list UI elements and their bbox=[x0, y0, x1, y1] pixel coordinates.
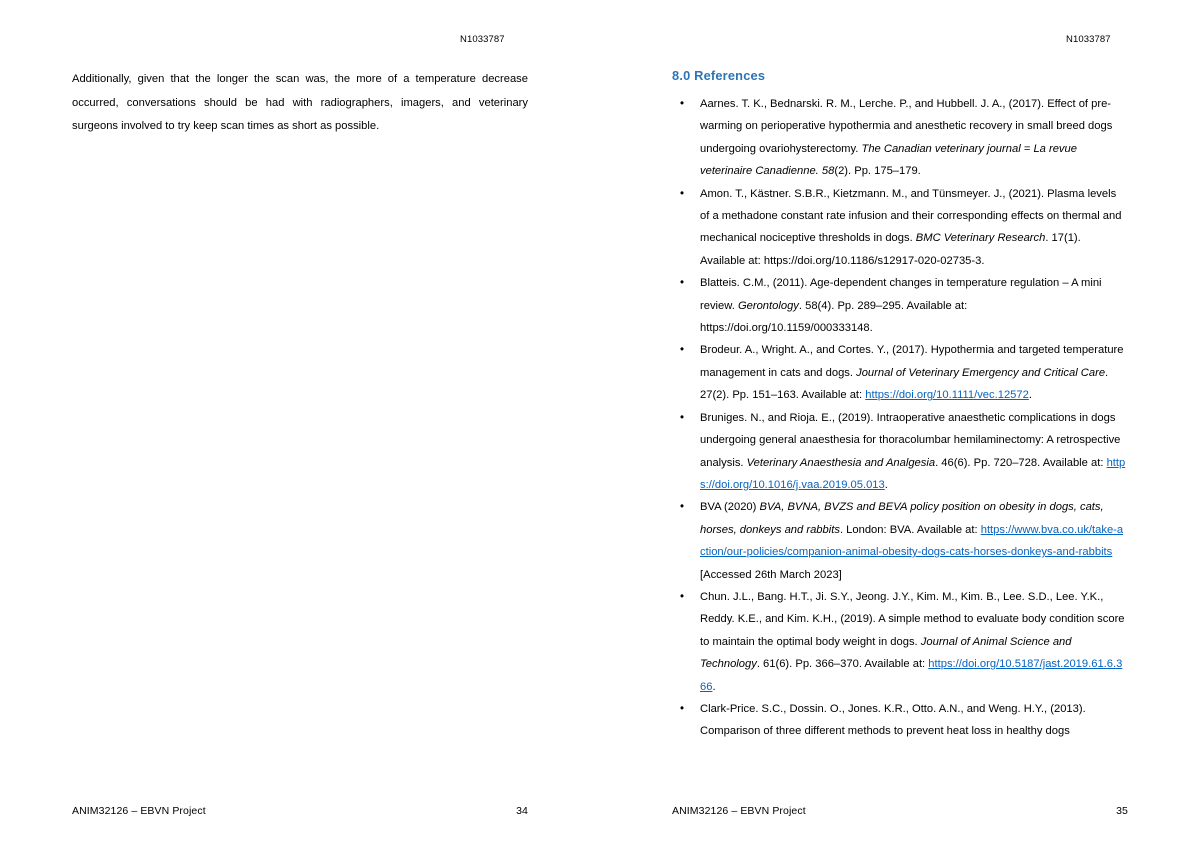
reference-title-italic: The Canadian veterinary journal = La revue veterinaire Canadienne. 58 bbox=[700, 142, 1077, 178]
reference-link[interactable]: https://doi.org/10.1111/vec.12572 bbox=[865, 389, 1029, 402]
footer-page-number: 35 bbox=[1116, 805, 1128, 817]
reference-text: . 46(6). Pp. 720–728. Available at: bbox=[935, 456, 1107, 469]
page-header-student-number: N1033787 bbox=[1066, 34, 1111, 45]
footer-module-title: ANIM32126 – EBVN Project bbox=[672, 805, 806, 817]
reference-text: Clark-Price. S.C., Dossin. O., Jones. K.R., Otto. A.N., and Weng. H.Y., (2013). Comparison of three different methods to prevent heat loss in healthy dogs bbox=[700, 702, 1086, 738]
reference-title-italic: BVA, BVNA, BVZS and BEVA policy position on obesity in dogs, cats, horses, donkeys and rabbits bbox=[700, 501, 1104, 536]
reference-item bbox=[672, 93, 1128, 183]
reference-text: [Accessed 26th March 2023] bbox=[700, 568, 842, 581]
reference-text: Amon. T., Kästner. S.B.R., Kietzmann. M., and Tünsmeyer. J., (2021). Plasma levels of a methadone constant rate infusion and their corresponding effects on thermal and mechanical nociceptive thresholds in dogs. bbox=[700, 187, 1122, 245]
page-header-student-number: N1033787 bbox=[460, 34, 505, 45]
reference-text: Bruniges. N., and Rioja. E., (2019). Intraoperative anaesthetic complications in dogs undergoing general anaesthesia for thoracolumbar hemilaminectomy: A retrospective analysis. bbox=[700, 411, 1121, 469]
reference-item bbox=[672, 272, 1128, 339]
reference-text: BVA (2020) bbox=[700, 501, 760, 514]
reference-text: . 61(6). Pp. 366–370. Available at: bbox=[756, 658, 929, 671]
reference-text: . London: BVA. Available at: bbox=[839, 523, 981, 536]
reference-text: Aarnes. T. K., Bednarski. R. M., Lerche. P., and Hubbell. J. A., (2017). Effect of pre-warming on perioperative hypothermia and anesthetic recovery in small breed dogs undergoing ovariohysterectomy. bbox=[700, 98, 1113, 155]
reference-item bbox=[672, 698, 1128, 743]
footer-module-title: ANIM32126 – EBVN Project bbox=[72, 805, 206, 817]
reference-title-italic: Veterinary Anaesthesia and Analgesia bbox=[746, 456, 936, 469]
reference-title-italic: Gerontology bbox=[737, 299, 799, 312]
reference-text: (2). Pp. 175–179. bbox=[834, 165, 921, 178]
reference-list bbox=[672, 93, 1128, 743]
reference-link[interactable]: https://www.bva.co.uk/take-action/our-policies/companion-animal-obesity-dogs-cats-horses-donkeys-and-rabbits bbox=[700, 523, 1124, 559]
reference-title-italic: Journal of Veterinary Emergency and Critical Care bbox=[856, 366, 1106, 379]
reference-title-italic: Journal of Animal Science and Technology bbox=[700, 635, 1072, 671]
reference-item bbox=[672, 496, 1128, 586]
section-heading-references: 8.0 References bbox=[672, 68, 766, 83]
page-34-body bbox=[72, 68, 528, 139]
reference-title-italic: BMC Veterinary Research bbox=[915, 232, 1046, 245]
reference-text: Blatteis. C.M., (2011). Age-dependent changes in temperature regulation – A mini review. bbox=[700, 277, 1102, 312]
reference-text: . bbox=[884, 478, 888, 491]
reference-link[interactable]: https://doi.org/10.1016/j.vaa.2019.05.013 bbox=[700, 456, 1126, 491]
page-35-footer bbox=[672, 805, 1128, 817]
page-35-body bbox=[672, 68, 1128, 743]
reference-text: . 58(4). Pp. 289–295. Available at: https://doi.org/10.1159/000333148. bbox=[700, 299, 968, 335]
reference-text: . 17(1). Available at: https://doi.org/10.1186/s12917-020-02735-3. bbox=[700, 232, 1081, 267]
reference-text: . bbox=[712, 680, 716, 693]
page-35 bbox=[600, 0, 1200, 849]
reference-link[interactable]: https://doi.org/10.5187/jast.2019.61.6.366 bbox=[700, 658, 1123, 693]
reference-item bbox=[672, 339, 1128, 406]
page-34-footer bbox=[72, 805, 528, 817]
footer-page-number: 34 bbox=[516, 805, 528, 817]
reference-text: . bbox=[1028, 389, 1032, 402]
reference-text: Brodeur. A., Wright. A., and Cortes. Y., (2017). Hypothermia and targeted temperature management in cats and dogs. bbox=[700, 344, 1124, 379]
reference-text: . 27(2). Pp. 151–163. Available at: bbox=[700, 366, 1109, 402]
reference-text: Chun. J.L., Bang. H.T., Ji. S.Y., Jeong. J.Y., Kim. M., Kim. B., Lee. S.D., Lee. Y.K., Reddy. K.E., and Kim. K.H., (2019). A simple method to evaluate body condition score to maintain the optimal body weight in dogs. bbox=[700, 590, 1125, 648]
reference-item bbox=[672, 586, 1128, 698]
reference-item bbox=[672, 407, 1128, 497]
body-paragraph: Additionally, given that the longer the scan was, the more of a temperature decrease occurred, conversations should be had with radiographers, imagers, and veterinary surgeons involved to try keep scan times as short as possible. bbox=[72, 73, 528, 132]
reference-item bbox=[672, 183, 1128, 273]
